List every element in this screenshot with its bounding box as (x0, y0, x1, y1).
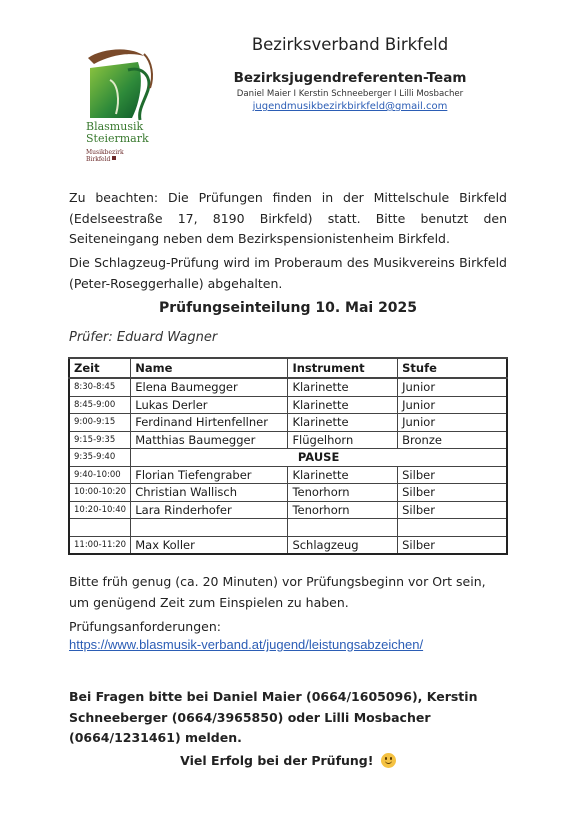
cell-level: Silber (398, 536, 507, 554)
pause-cell: PAUSE (131, 449, 507, 467)
table-row (69, 396, 507, 414)
requirements-link[interactable]: https://www.blasmusik-verband.at/jugend/leistungsabzeichen/ (69, 637, 424, 652)
schedule-title: Prüfungseinteilung 10. Mai 2025 (158, 300, 418, 316)
blasmusik-logo (82, 40, 160, 166)
cell-time: 8:45-9:00 (69, 396, 131, 414)
table-row (69, 484, 507, 502)
cell-level: Silber (398, 466, 507, 484)
logo-sub1: Musikbezirk (86, 149, 124, 156)
logo-line1: Blasmusik (86, 120, 144, 133)
table-row (69, 431, 507, 449)
cell-instrument (288, 519, 398, 537)
cell-level: Silber (398, 501, 507, 519)
cell-instrument: Klarinette (288, 396, 398, 414)
cell-instrument: Tenorhorn (288, 501, 398, 519)
cell-instrument: Flügelhorn (288, 431, 398, 449)
location-paragraph: Zu beachten: Die Prüfungen finden in der Mittelschule Birkfeld (Edelseestraße 17, 8190 Birkfeld) statt. Bitte benutzt den Seiteneingang neben dem Bezirkspensionistenheim Birkfeld. (69, 190, 507, 246)
schedule-table (68, 357, 508, 555)
table-row-empty (69, 519, 507, 537)
cell-level: Bronze (398, 431, 507, 449)
cell-instrument: Klarinette (288, 414, 398, 432)
cell-name: Lara Rinderhofer (131, 501, 288, 519)
cell-instrument: Klarinette (288, 378, 398, 396)
cell-instrument: Schlagzeug (288, 536, 398, 554)
cell-time: 9:40-10:00 (69, 466, 131, 484)
team-members: Daniel Maier I Kerstin Schneeberger I Lilli Mosbacher (236, 89, 464, 99)
table-row (69, 414, 507, 432)
cell-name: Max Koller (131, 536, 288, 554)
cell-level: Junior (398, 378, 507, 396)
header-instrument: Instrument (288, 358, 398, 378)
closing-text: Viel Erfolg bei der Prüfung! (180, 753, 374, 768)
cell-time (69, 519, 131, 537)
table-row (69, 501, 507, 519)
cell-time: 9:00-9:15 (69, 414, 131, 432)
cell-time: 9:15-9:35 (69, 431, 131, 449)
cell-time: 8:30-8:45 (69, 378, 131, 396)
cell-instrument: Tenorhorn (288, 484, 398, 502)
cell-name (131, 519, 288, 537)
cell-name: Matthias Baumegger (131, 431, 288, 449)
examiner-label: Prüfer: Eduard Wagner (69, 330, 218, 345)
cell-level: Junior (398, 414, 507, 432)
cell-level: Junior (398, 396, 507, 414)
table-row-pause (69, 449, 507, 467)
cell-level (398, 519, 507, 537)
header-time: Zeit (69, 358, 131, 378)
drums-paragraph: Die Schlagzeug-Prüfung wird im Proberaum des Musikvereins Birkfeld (Peter-Roseggerhalle) abgehalten. (69, 255, 507, 291)
table-row (69, 378, 507, 396)
cell-name: Elena Baumegger (131, 378, 288, 396)
logo-line2: Steiermark (86, 132, 149, 145)
logo-sub2: Birkfeld (86, 156, 111, 163)
cell-name: Florian Tiefengraber (131, 466, 288, 484)
cell-name: Ferdinand Hirtenfellner (131, 414, 288, 432)
table-row (69, 466, 507, 484)
smiley-icon (381, 753, 396, 768)
closing-line (69, 753, 507, 768)
cell-name: Lukas Derler (131, 396, 288, 414)
org-name: Bezirksverband Birkfeld (251, 35, 449, 54)
cell-time: 10:00-10:20 (69, 484, 131, 502)
cell-time: 11:00-11:20 (69, 536, 131, 554)
table-row (69, 536, 507, 554)
cell-instrument: Klarinette (288, 466, 398, 484)
requirements-label: Prüfungsanforderungen: (69, 619, 221, 634)
cell-time: 9:35-9:40 (69, 449, 131, 467)
logo-wordmark (86, 121, 149, 145)
cell-name: Christian Wallisch (131, 484, 288, 502)
team-name: Bezirksjugendreferenten-Team (233, 70, 467, 86)
header-name: Name (131, 358, 288, 378)
cell-time: 10:20-10:40 (69, 501, 131, 519)
cell-level: Silber (398, 484, 507, 502)
arrival-note: Bitte früh genug (ca. 20 Minuten) vor Prüfungsbeginn vor Ort sein, um genügend Zeit zum Einspielen zu haben. (69, 574, 486, 610)
header-level: Stufe (398, 358, 507, 378)
logo-subtitle (86, 149, 124, 163)
email-link[interactable]: jugendmusikbezirkbirkfeld@gmail.com (252, 101, 448, 112)
contact-paragraph: Bei Fragen bitte bei Daniel Maier (0664/1605096), Kerstin Schneeberger (0664/3965850) oder Lilli Mosbacher (0664/1231461) melden. (69, 689, 478, 745)
table-header-row (69, 358, 507, 378)
